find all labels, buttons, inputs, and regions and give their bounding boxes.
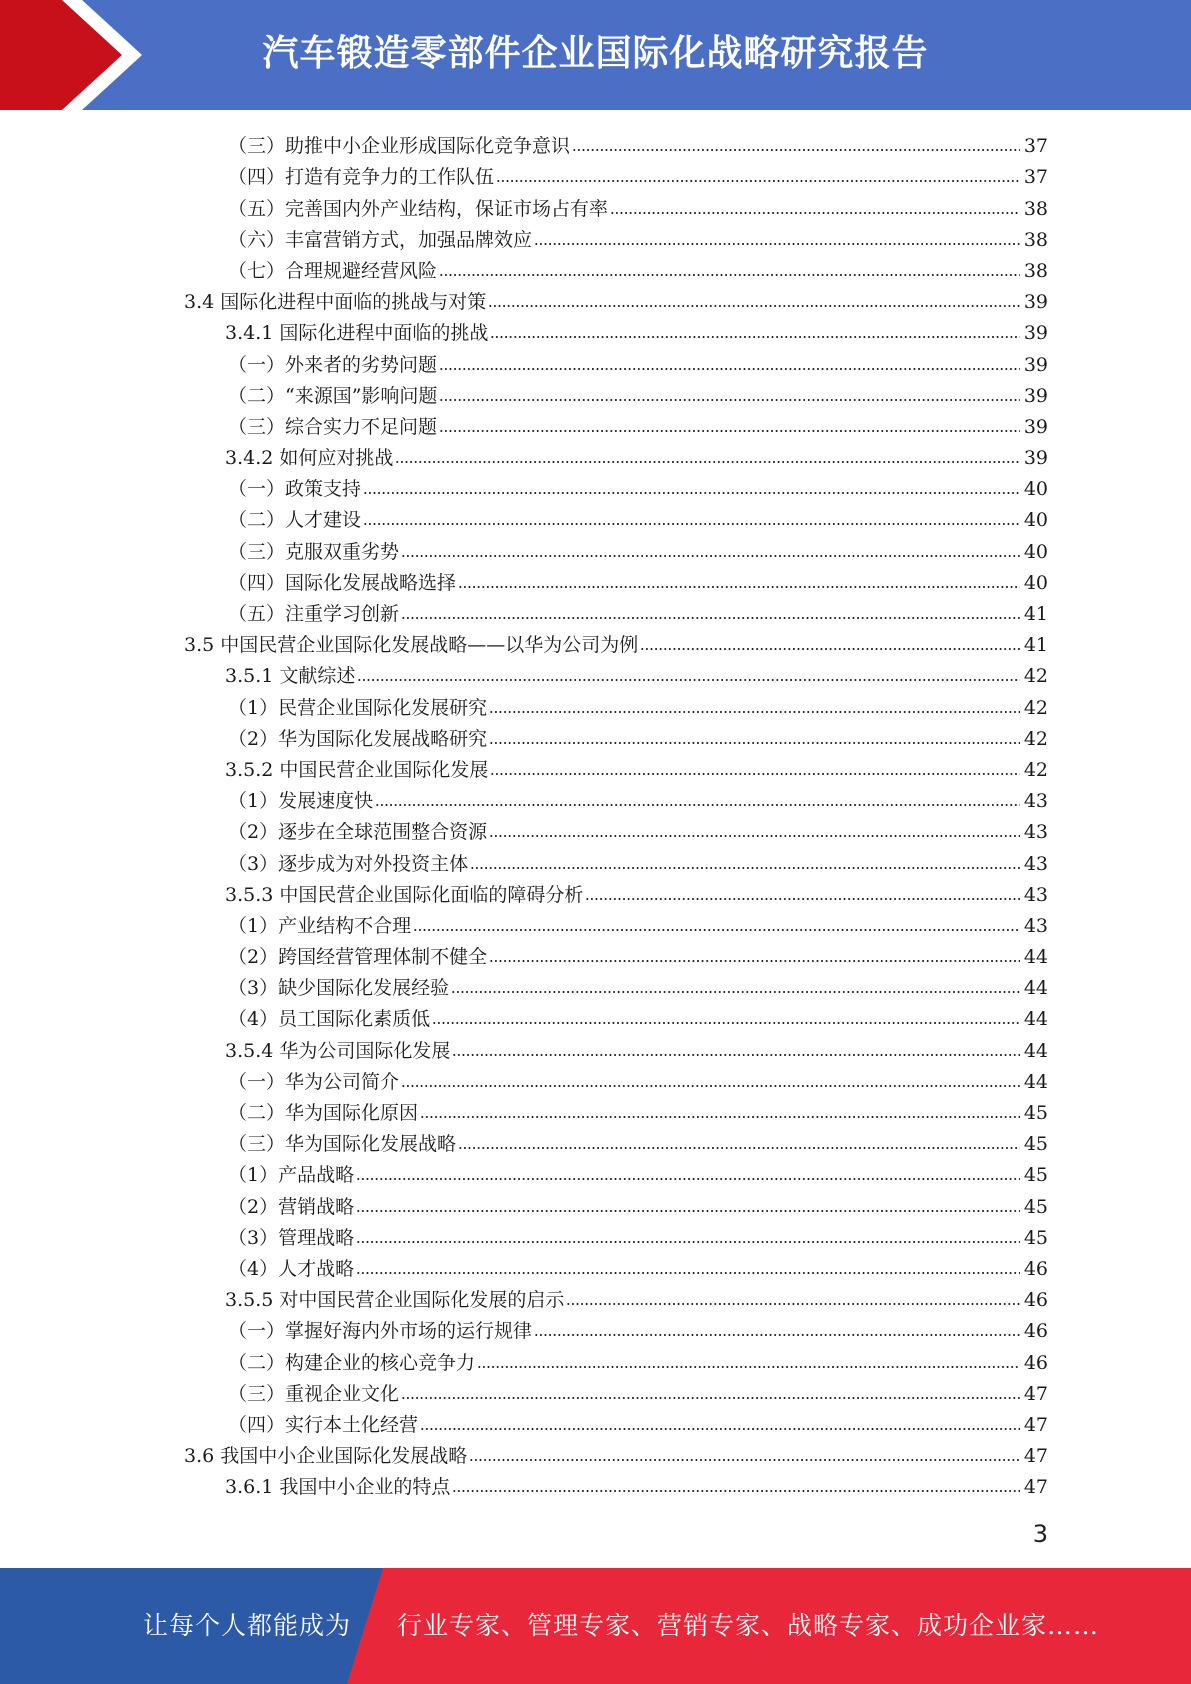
toc-entry-label: 3.5.2 中国民营企业国际化发展 bbox=[225, 758, 489, 781]
toc-entry[interactable] bbox=[0, 501, 1191, 532]
toc-entry-page: 43 bbox=[1023, 821, 1048, 844]
toc-entry-label: （3）逐步成为对外投资主体 bbox=[228, 852, 469, 875]
toc-entry-page: 44 bbox=[1023, 1008, 1048, 1031]
toc-entry-label: 3.6.1 我国中小企业的特点 bbox=[225, 1476, 451, 1499]
dot-leader bbox=[610, 210, 1020, 216]
toc-entry[interactable] bbox=[0, 844, 1191, 875]
dot-leader bbox=[363, 490, 1020, 496]
toc-entry-page: 44 bbox=[1023, 1039, 1048, 1062]
toc-entry[interactable] bbox=[0, 377, 1191, 408]
dot-leader bbox=[401, 615, 1020, 621]
toc-entry-page: 47 bbox=[1023, 1382, 1048, 1405]
toc-entry-page: 45 bbox=[1023, 1164, 1048, 1187]
toc-entry-label: 3.5.1 文献综述 bbox=[225, 665, 356, 688]
toc-entry[interactable] bbox=[0, 782, 1191, 813]
dot-leader bbox=[489, 958, 1020, 964]
dot-leader bbox=[488, 303, 1020, 309]
dot-leader bbox=[432, 1020, 1020, 1026]
toc-entry-label: （七）合理规避经营风险 bbox=[228, 259, 438, 282]
toc-entry-label: （2）营销战略 bbox=[228, 1195, 355, 1218]
toc-entry-label: （二）“来源国”影响问题 bbox=[228, 384, 438, 407]
footer-slogan-left: 让每个人都能成为 bbox=[143, 1611, 352, 1640]
toc-entry[interactable] bbox=[0, 1250, 1191, 1281]
toc-entry[interactable] bbox=[0, 314, 1191, 345]
toc-entry-page: 39 bbox=[1023, 322, 1048, 345]
toc-entry-page: 45 bbox=[1023, 1195, 1048, 1218]
toc-entry-page: 46 bbox=[1023, 1289, 1048, 1312]
toc-entry[interactable] bbox=[0, 907, 1191, 938]
dot-leader bbox=[458, 584, 1020, 590]
toc-entry-page: 47 bbox=[1023, 1476, 1048, 1499]
toc-entry-label: 3.4.2 如何应对挑战 bbox=[225, 447, 394, 470]
toc-entry-label: （一）外来者的劣势问题 bbox=[228, 353, 438, 376]
toc-entry-label: （3）管理战略 bbox=[228, 1226, 355, 1249]
toc-entry-page: 45 bbox=[1023, 1133, 1048, 1156]
toc-entry-label: （六）丰富营销方式，加强品牌效应 bbox=[228, 228, 533, 251]
toc-entry[interactable] bbox=[0, 1031, 1191, 1062]
dot-leader bbox=[470, 865, 1020, 871]
toc-entry-page: 42 bbox=[1023, 696, 1048, 719]
toc-entry-label: 3.5.4 华为公司国际化发展 bbox=[225, 1039, 451, 1062]
toc-entry-page: 43 bbox=[1023, 914, 1048, 937]
toc-entry-page: 46 bbox=[1023, 1257, 1048, 1280]
toc-entry-label: （二）人才建设 bbox=[228, 509, 362, 532]
footer-slogan-right: 行业专家、管理专家、营销专家、战略专家、成功企业家…… bbox=[397, 1611, 1100, 1640]
toc-entry-page: 44 bbox=[1023, 1070, 1048, 1093]
toc-entry-page: 39 bbox=[1023, 415, 1048, 438]
dot-leader bbox=[452, 1488, 1020, 1494]
toc-entry-page: 40 bbox=[1023, 478, 1048, 501]
toc-entry-page: 39 bbox=[1023, 447, 1048, 470]
toc-entry-label: （4）员工国际化素质低 bbox=[228, 1008, 431, 1031]
toc-entry[interactable] bbox=[0, 1312, 1191, 1343]
toc-entry-label: 3.4.1 国际化进程中面临的挑战 bbox=[225, 322, 489, 345]
dot-leader bbox=[469, 1457, 1020, 1463]
toc-entry-label: （五）注重学习创新 bbox=[228, 603, 400, 625]
toc-entry-page: 44 bbox=[1023, 977, 1048, 1000]
table-of-contents bbox=[0, 127, 1191, 1499]
toc-entry-label: （4）人才战略 bbox=[228, 1257, 355, 1280]
toc-entry[interactable] bbox=[0, 345, 1191, 376]
dot-leader bbox=[452, 1052, 1020, 1058]
dot-leader bbox=[566, 1301, 1020, 1307]
toc-entry-label: （1）民营企业国际化发展研究 bbox=[228, 696, 488, 719]
toc-entry[interactable] bbox=[0, 1156, 1191, 1187]
dot-leader bbox=[356, 1239, 1020, 1245]
toc-entry-page: 38 bbox=[1023, 259, 1048, 282]
toc-entry-page: 42 bbox=[1023, 758, 1048, 781]
page-number: 3 bbox=[1032, 1520, 1048, 1548]
dot-leader bbox=[363, 521, 1020, 527]
toc-entry[interactable] bbox=[0, 720, 1191, 751]
dot-leader bbox=[534, 241, 1020, 247]
toc-entry-label: 3.5.5 对中国民营企业国际化发展的启示 bbox=[225, 1289, 565, 1312]
dot-leader bbox=[489, 709, 1020, 715]
toc-entry[interactable] bbox=[0, 1094, 1191, 1125]
dot-leader bbox=[357, 677, 1020, 683]
toc-entry[interactable] bbox=[0, 1219, 1191, 1250]
toc-entry-label: （三）重视企业文化 bbox=[228, 1382, 400, 1405]
toc-entry[interactable] bbox=[0, 751, 1191, 782]
dot-leader bbox=[489, 740, 1020, 746]
toc-entry-page: 39 bbox=[1023, 384, 1048, 407]
toc-entry-page: 39 bbox=[1023, 291, 1048, 314]
toc-entry-page: 40 bbox=[1023, 571, 1048, 594]
toc-entry[interactable] bbox=[0, 813, 1191, 844]
dot-leader bbox=[375, 802, 1020, 808]
toc-entry[interactable] bbox=[0, 657, 1191, 688]
toc-entry-page: 42 bbox=[1023, 665, 1048, 688]
toc-entry-page: 41 bbox=[1023, 634, 1048, 657]
dot-leader bbox=[395, 459, 1020, 465]
toc-entry-page: 47 bbox=[1023, 1413, 1048, 1436]
toc-entry-label: （四）打造有竞争力的工作队伍 bbox=[228, 166, 495, 189]
toc-entry[interactable] bbox=[0, 626, 1191, 657]
dot-leader bbox=[489, 833, 1020, 839]
toc-entry-label: 3.5.3 中国民营企业国际化面临的障碍分析 bbox=[225, 883, 584, 906]
toc-entry-page: 43 bbox=[1023, 883, 1048, 906]
toc-entry-page: 44 bbox=[1023, 946, 1048, 969]
toc-entry-page: 45 bbox=[1023, 1226, 1048, 1249]
toc-entry[interactable] bbox=[0, 938, 1191, 969]
toc-entry-page: 38 bbox=[1023, 197, 1048, 220]
toc-entry-label: （1）发展速度快 bbox=[228, 790, 374, 813]
dot-leader bbox=[356, 1270, 1020, 1276]
toc-entry-label: （一）政策支持 bbox=[228, 478, 362, 501]
toc-entry-label: （三）综合实力不足问题 bbox=[228, 415, 438, 438]
toc-entry[interactable] bbox=[0, 1437, 1191, 1468]
toc-entry-label: （3）缺少国际化发展经验 bbox=[228, 977, 450, 1000]
dot-leader bbox=[451, 989, 1020, 995]
dot-leader bbox=[496, 178, 1020, 184]
toc-entry[interactable] bbox=[0, 1125, 1191, 1156]
toc-entry[interactable] bbox=[0, 595, 1191, 626]
dot-leader bbox=[534, 1332, 1020, 1338]
dot-leader bbox=[572, 147, 1020, 153]
toc-entry[interactable] bbox=[0, 221, 1191, 252]
toc-entry-page: 37 bbox=[1023, 135, 1048, 158]
toc-entry-label: （2）跨国经营管理体制不健全 bbox=[228, 946, 488, 969]
dot-leader bbox=[413, 927, 1020, 933]
toc-entry[interactable] bbox=[0, 1187, 1191, 1218]
dot-leader bbox=[356, 1208, 1020, 1214]
toc-entry-label: （三）华为国际化发展战略 bbox=[228, 1133, 457, 1156]
toc-entry[interactable] bbox=[0, 564, 1191, 595]
toc-entry[interactable] bbox=[0, 1375, 1191, 1406]
dot-leader bbox=[420, 1114, 1020, 1120]
toc-entry-page: 43 bbox=[1023, 852, 1048, 875]
toc-entry-label: （三）助推中小企业形成国际化竞争意识 bbox=[228, 135, 571, 158]
dot-leader bbox=[420, 1426, 1020, 1432]
dot-leader bbox=[439, 428, 1020, 434]
toc-entry[interactable] bbox=[0, 969, 1191, 1000]
toc-entry[interactable] bbox=[0, 127, 1191, 158]
dot-leader bbox=[640, 646, 1020, 652]
toc-entry-page: 39 bbox=[1023, 353, 1048, 376]
toc-entry-label: （一）华为公司简介 bbox=[228, 1070, 400, 1093]
toc-entry-label: （二）华为国际化原因 bbox=[228, 1102, 419, 1124]
dot-leader bbox=[490, 334, 1020, 340]
toc-entry-page: 37 bbox=[1023, 166, 1048, 189]
toc-entry[interactable] bbox=[0, 1281, 1191, 1312]
toc-entry[interactable] bbox=[0, 688, 1191, 719]
toc-entry-label: （五）完善国内外产业结构，保证市场占有率 bbox=[228, 197, 609, 220]
dot-leader bbox=[585, 896, 1020, 902]
toc-entry[interactable] bbox=[0, 532, 1191, 563]
toc-entry-page: 47 bbox=[1023, 1445, 1048, 1468]
toc-entry-label: 3.4 国际化进程中面临的挑战与对策 bbox=[184, 291, 487, 314]
toc-entry-label: （2）华为国际化发展战略研究 bbox=[228, 727, 488, 750]
toc-entry[interactable] bbox=[0, 1468, 1191, 1499]
dot-leader bbox=[356, 1176, 1020, 1182]
toc-entry[interactable] bbox=[0, 470, 1191, 501]
dot-leader bbox=[439, 366, 1020, 372]
toc-entry-label: 3.5 中国民营企业国际化发展战略——以华为公司为例 bbox=[184, 634, 639, 657]
toc-entry-page: 42 bbox=[1023, 727, 1048, 750]
toc-entry-label: （1）产品战略 bbox=[228, 1164, 355, 1187]
toc-entry-label: （一）掌握好海内外市场的运行规律 bbox=[228, 1320, 533, 1343]
toc-entry-label: （四）国际化发展战略选择 bbox=[228, 571, 457, 594]
toc-entry[interactable] bbox=[0, 1063, 1191, 1094]
toc-entry-page: 46 bbox=[1023, 1351, 1048, 1374]
toc-entry-label: 3.6 我国中小企业国际化发展战略 bbox=[184, 1445, 468, 1468]
toc-entry-page: 43 bbox=[1023, 790, 1048, 813]
toc-entry[interactable] bbox=[0, 158, 1191, 189]
dot-leader bbox=[458, 1145, 1020, 1151]
toc-entry-page: 41 bbox=[1023, 603, 1048, 625]
dot-leader bbox=[401, 1395, 1020, 1401]
dot-leader bbox=[490, 771, 1020, 777]
header-banner bbox=[0, 0, 1191, 110]
toc-entry[interactable] bbox=[0, 283, 1191, 314]
dot-leader bbox=[439, 397, 1020, 403]
toc-entry-page: 45 bbox=[1023, 1102, 1048, 1124]
toc-entry-page: 40 bbox=[1023, 540, 1048, 563]
toc-entry[interactable] bbox=[0, 1343, 1191, 1374]
toc-entry[interactable] bbox=[0, 408, 1191, 439]
toc-entry[interactable] bbox=[0, 439, 1191, 470]
toc-entry-page: 46 bbox=[1023, 1320, 1048, 1343]
toc-entry[interactable] bbox=[0, 252, 1191, 283]
toc-entry-label: （1）产业结构不合理 bbox=[228, 914, 412, 937]
toc-entry-page: 38 bbox=[1023, 228, 1048, 251]
footer-banner bbox=[0, 1568, 1191, 1684]
toc-entry-label: （三）克服双重劣势 bbox=[228, 540, 400, 563]
toc-entry[interactable] bbox=[0, 1406, 1191, 1437]
toc-entry[interactable] bbox=[0, 876, 1191, 907]
toc-entry[interactable] bbox=[0, 1000, 1191, 1031]
toc-entry-label: （二）构建企业的核心竞争力 bbox=[228, 1351, 476, 1374]
dot-leader bbox=[439, 272, 1020, 278]
toc-entry[interactable] bbox=[0, 189, 1191, 220]
toc-entry-page: 40 bbox=[1023, 509, 1048, 532]
toc-entry-label: （四）实行本土化经营 bbox=[228, 1413, 419, 1436]
dot-leader bbox=[401, 553, 1020, 559]
dot-leader bbox=[477, 1364, 1020, 1370]
report-title: 汽车锻造零部件企业国际化战略研究报告 bbox=[262, 33, 929, 74]
toc-entry-label: （2）逐步在全球范围整合资源 bbox=[228, 821, 488, 844]
dot-leader bbox=[401, 1083, 1020, 1089]
